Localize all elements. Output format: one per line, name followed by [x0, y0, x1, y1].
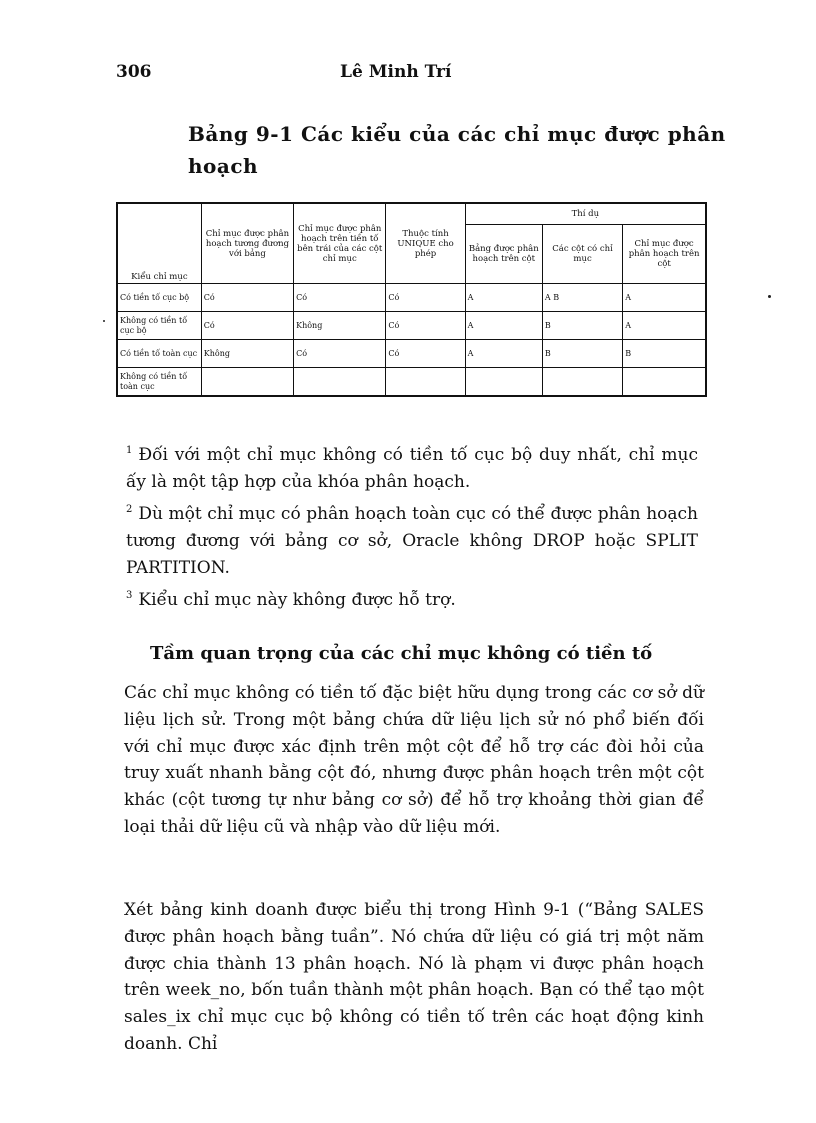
table-cell: Có	[294, 340, 386, 368]
header-equipartitioned: Chỉ mục được phân hoạch tương đương với bảng	[201, 203, 293, 284]
table-cell: Không	[201, 340, 293, 368]
header-example-columns: Các cột có chỉ mục	[542, 225, 622, 284]
table-cell: A	[465, 340, 542, 368]
footnote	[126, 582, 698, 614]
table-cell: A	[623, 312, 706, 340]
table-cell	[386, 368, 465, 397]
footnote-text: Dù một chỉ mục có phân hoạch toàn cục có thể được phân hoạch tương đương với bảng cơ sở, Oracle không DROP hoặc SPLIT PARTITION.	[126, 504, 698, 578]
table-cell: Có	[201, 284, 293, 312]
table-cell: Có	[386, 312, 465, 340]
footnote-mark: 3	[126, 590, 133, 601]
header-example: Thí dụ	[465, 203, 706, 225]
table-cell: Có	[386, 340, 465, 368]
table-cell	[542, 368, 622, 397]
header-index-type: Kiểu chỉ mục	[117, 203, 201, 284]
table-cell: Có tiền tố toàn cục	[117, 340, 201, 368]
running-header: Lê Minh Trí	[340, 62, 452, 82]
footnote-mark: 1	[126, 445, 133, 456]
table-cell: Có tiền tố cục bộ	[117, 284, 201, 312]
header-example-index: Chỉ mục được phân hoạch trên cột	[623, 225, 706, 284]
table-cell	[623, 368, 706, 397]
scan-speck	[103, 320, 105, 322]
table-cell: Có	[294, 284, 386, 312]
table-cell: B	[542, 340, 622, 368]
table-row	[117, 312, 706, 340]
footnote-mark: 2	[126, 504, 133, 515]
header-left-prefix: Chỉ mục được phân hoạch trên tiền tố bên trái của các cột chỉ mục	[294, 203, 386, 284]
table-cell: Không có tiền tố toàn cục	[117, 368, 201, 397]
header-example-table: Bảng được phân hoạch trên cột	[465, 225, 542, 284]
footnote-text: Kiểu chỉ mục này không được hỗ trợ.	[138, 590, 456, 610]
table-cell: A B	[542, 284, 622, 312]
table-row	[117, 340, 706, 368]
section-heading: Tầm quan trọng của các chỉ mục không có tiền tố	[150, 643, 653, 664]
table-cell: A	[623, 284, 706, 312]
table-cell	[294, 368, 386, 397]
table-cell: B	[623, 340, 706, 368]
scan-speck	[768, 295, 771, 298]
footnote	[126, 437, 698, 496]
page-number: 306	[116, 62, 152, 82]
table-cell: Có	[386, 284, 465, 312]
table-cell	[465, 368, 542, 397]
footnote-text: Đối với một chỉ mục không có tiền tố cục bộ duy nhất, chỉ mục ấy là một tập hợp của khóa phân hoạch.	[126, 445, 698, 492]
table-row	[117, 284, 706, 312]
table-cell: Không	[294, 312, 386, 340]
table-cell	[201, 368, 293, 397]
table-cell: Có	[201, 312, 293, 340]
footnotes	[126, 437, 698, 614]
table-row	[117, 368, 706, 397]
header-unique: Thuộc tính UNIQUE cho phép	[386, 203, 465, 284]
body-paragraph: Xét bảng kinh doanh được biểu thị trong Hình 9-1 (“Bảng SALES được phân hoạch bằng tuần”. Nó chứa dữ liệu có giá trị một năm được chia thành 13 phân hoạch. Nó là phạm vi được phân hoạch trên week_no, bốn tuần thành một phân hoạch. Bạn có thể tạo một sales_ix chỉ mục cục bộ không có tiền tố trên các hoạt động kinh doanh. Chỉ	[124, 900, 704, 1054]
footnote	[126, 496, 698, 582]
table-cell: A	[465, 284, 542, 312]
partitioned-index-table	[116, 202, 707, 397]
table-title: Bảng 9-1 Các kiểu của các chỉ mục được phân hoạch	[188, 122, 726, 178]
body-paragraph: Các chỉ mục không có tiền tố đặc biệt hữu dụng trong các cơ sở dữ liệu lịch sử. Trong một bảng chứa dữ liệu lịch sử nó phổ biến đối với chỉ mục được xác định trên một cột để hỗ trợ các đòi hỏi của truy xuất nhanh bằng cột đó, nhưng được phân hoạch trên một cột khác (cột tương tự như bảng cơ sở) để hỗ trợ khoảng thời gian để loại thải dữ liệu cũ và nhập vào dữ liệu mới.	[124, 683, 704, 837]
table-cell: Không có tiền tố cục bộ	[117, 312, 201, 340]
table-cell: B	[542, 312, 622, 340]
table-cell: A	[465, 312, 542, 340]
